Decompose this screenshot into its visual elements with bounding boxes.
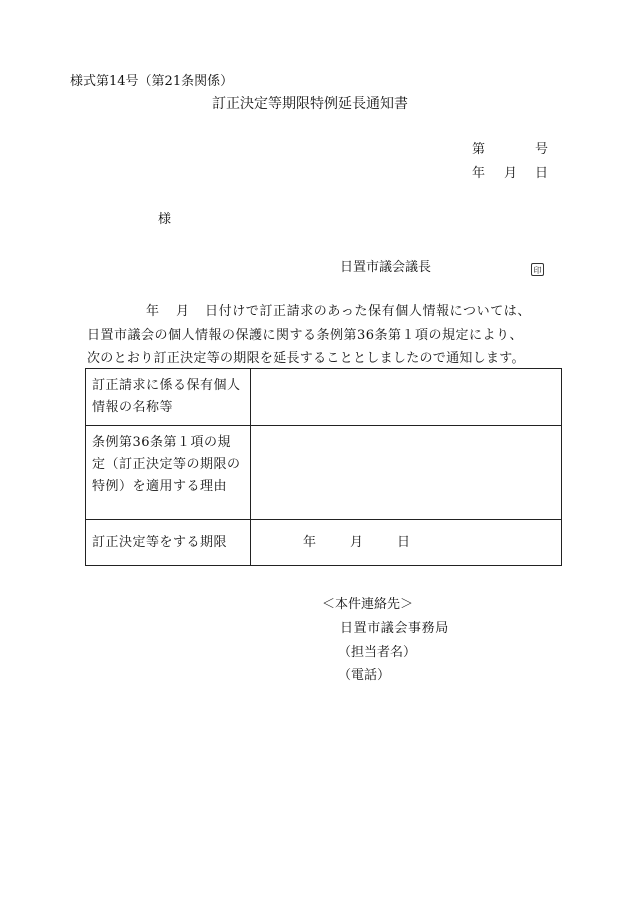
reference-number-prefix: 第 [472, 142, 486, 157]
body-year: 年 [146, 304, 160, 319]
row-label-info-name: 訂正請求に係る保有個人情報の名称等 [86, 369, 251, 426]
reference-number-suffix: 号 [535, 142, 549, 157]
body-line2: 日置市議会の個人情報の保護に関する条例第36条第１項の規定により、 [87, 328, 524, 343]
sender-name: 日置市議会議長 [340, 260, 432, 275]
contact-phone: （電話） [338, 668, 391, 683]
table-row [86, 520, 562, 566]
row-value-info-name [251, 369, 562, 426]
date-year-label: 年 [472, 166, 486, 181]
extension-table [85, 368, 562, 566]
contact-person: （担当者名） [338, 645, 417, 660]
table-row [86, 426, 562, 520]
date-day-label: 日 [535, 166, 549, 181]
seal-icon: 印 [531, 258, 544, 277]
contact-heading: ＜本件連絡先＞ [322, 597, 414, 612]
row-label-reason: 条例第36条第１項の規定（訂正決定等の期限の特例）を適用する理由 [86, 426, 251, 520]
document-title: 訂正決定等期限特例延長通知書 [212, 96, 408, 112]
row-value-deadline [251, 520, 562, 566]
recipient-honorific: 様 [158, 212, 172, 227]
row-value-reason [251, 426, 562, 520]
table-row [86, 369, 562, 426]
form-number: 様式第14号（第21条関係） [70, 74, 234, 89]
row-label-deadline: 訂正決定等をする期限 [86, 520, 251, 566]
date-month-label: 月 [504, 166, 518, 181]
body-month: 月 [176, 304, 190, 319]
deadline-month: 月 [350, 534, 364, 550]
contact-office: 日置市議会事務局 [340, 621, 449, 636]
body-line1: 日付けで訂正請求のあった保有個人情報については、 [205, 304, 532, 319]
deadline-day: 日 [397, 534, 411, 550]
body-line3: 次のとおり訂正決定等の期限を延長することとしましたので通知します。 [87, 351, 525, 366]
deadline-year: 年 [303, 534, 317, 550]
